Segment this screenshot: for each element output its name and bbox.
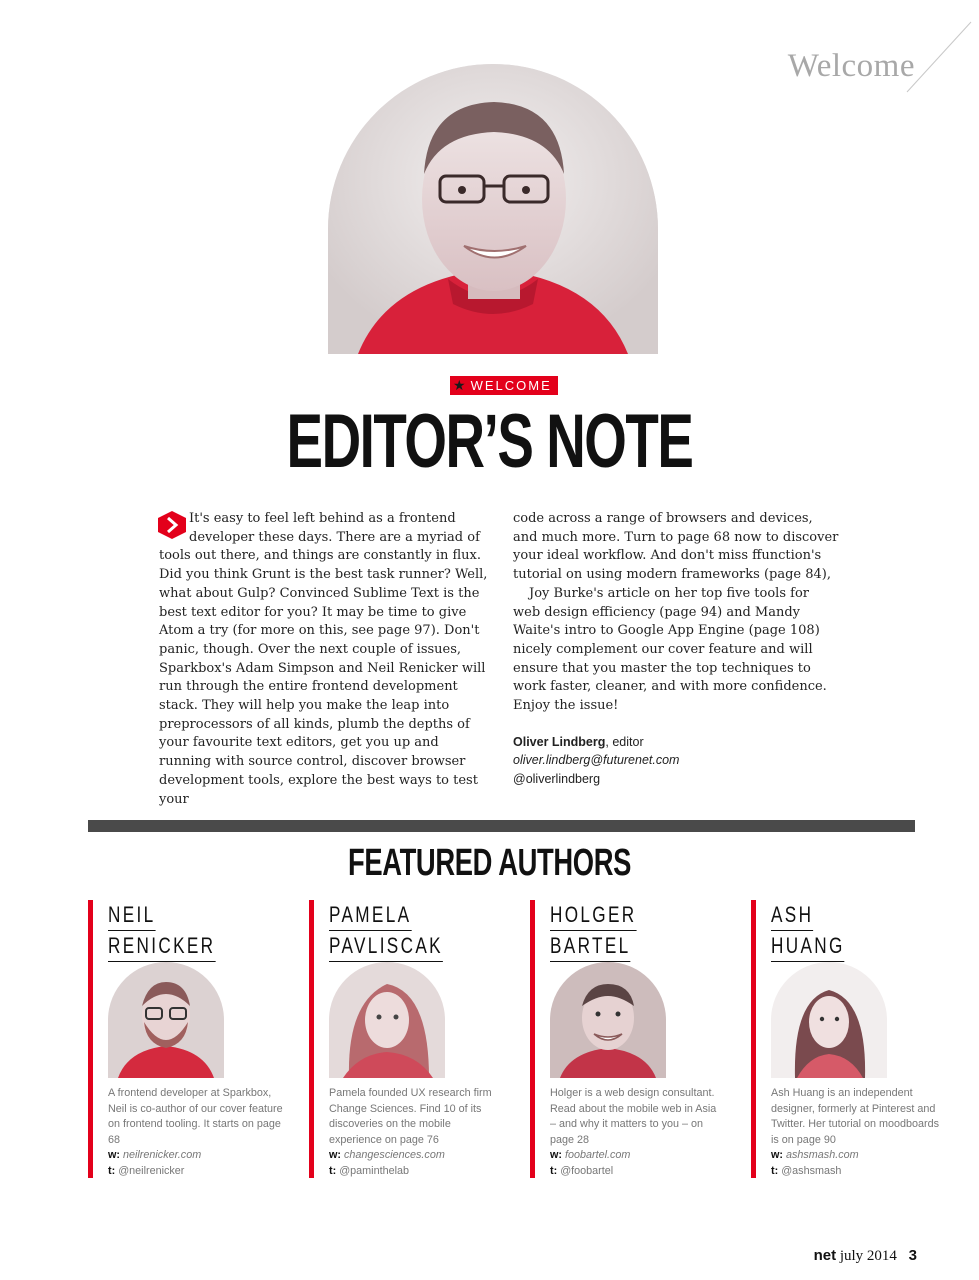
author-card <box>751 900 951 1190</box>
body-paragraph: It's easy to feel left behind as a frontend developer these days. There are a myriad of tools out there, and things are constantly in flux. Did you think Grunt is the best task runner? Well, what about Gulp? Convinced Sublime Text is the best text editor for you? It may be time to give Atom a try (for more on this, see page 97). Don't panic, though. Over the next couple of issues, Sparkbox's Adam Simpson and Neil Renicker will run through the entire frontend development stack. They will help you make the leap into preprocessors of all kinds, plumb the depths of your favourite text editors, get you up and running with source control, discover browser development tools, explore the best ways to test your <box>159 511 488 807</box>
author-photo <box>771 962 887 1078</box>
section-label: Welcome <box>787 48 915 84</box>
author-website[interactable]: changesciences.com <box>344 1149 445 1161</box>
author-twitter[interactable]: @ashsmash <box>781 1164 842 1177</box>
author-bio: Ash Huang is an independent designer, formerly at Pinterest and Twitter. Her tutorial on moodboards is on page 90 w: ashsmash.com t: @ashsmash <box>771 1087 940 1177</box>
author-accent-bar <box>88 900 93 1178</box>
signature-name: Oliver Lindberg <box>513 734 606 749</box>
author-card <box>309 900 509 1190</box>
author-name: HOLGER BARTEL <box>550 900 661 962</box>
author-photo <box>108 962 224 1078</box>
author-accent-bar <box>309 900 314 1178</box>
author-photo <box>550 962 666 1078</box>
body-column-left <box>159 510 493 809</box>
author-twitter[interactable]: @neilrenicker <box>118 1164 185 1177</box>
author-photo <box>329 962 445 1078</box>
corner-decoration <box>899 0 979 100</box>
star-icon: ★ <box>453 377 468 393</box>
section-divider <box>88 820 915 832</box>
page-title: EDITOR’S NOTE <box>286 399 693 484</box>
body-paragraph: Joy Burke's article on her top five tools for web design efficiency (page 94) and Mandy Waite's intro to Google App Engine (page 108) nicely complement our cover feature and will ensure that you master the top techniques to work faster, cleaner, and with more confidence. Enjoy the issue! <box>513 585 827 714</box>
author-card <box>88 900 288 1190</box>
footer-brand: net <box>813 1247 837 1264</box>
page-footer <box>814 1247 917 1265</box>
author-bio: A frontend developer at Sparkbox, Neil is co-author of our cover feature on frontend tooling. It starts on page 68 w: neilrenicker.com t: @neilrenicker <box>108 1087 283 1177</box>
author-twitter[interactable]: @foobartel <box>560 1164 614 1177</box>
featured-authors-title: FEATURED AUTHORS <box>347 842 632 884</box>
signature-email[interactable]: oliver.lindberg@futurenet.com <box>513 753 680 768</box>
section-tag <box>450 376 558 395</box>
author-bio: Pamela founded UX research firm Change Sciences. Find 10 of its discoveries on the mobile experience on page 76 w: changesciences.com t: @paminthelab <box>329 1087 492 1177</box>
footer-issue: july 2014 <box>839 1248 897 1264</box>
author-website[interactable]: neilrenicker.com <box>123 1149 202 1161</box>
author-name: PAMELA PAVLISCAK <box>329 900 475 962</box>
author-website[interactable]: foobartel.com <box>565 1149 631 1161</box>
body-paragraph: code across a range of browsers and devices, and much more. Turn to page 68 now to discover your ideal workflow. And don't miss ffunction's tutorial on using modern frameworks (page 84), <box>513 511 839 583</box>
signature-role: , editor <box>605 734 644 749</box>
editor-portrait <box>328 64 658 354</box>
arrow-right-icon <box>157 510 187 540</box>
signature-twitter[interactable]: @oliverlindberg <box>513 772 601 787</box>
author-accent-bar <box>751 900 756 1178</box>
section-tag-label: WELCOME <box>470 378 552 393</box>
author-twitter[interactable]: @paminthelab <box>339 1164 409 1177</box>
author-accent-bar <box>530 900 535 1178</box>
author-bio: Holger is a web design consultant. Read about the mobile web in Asia – and why it matters to you – on page 28 w: foobartel.com t: @foobartel <box>550 1087 717 1177</box>
signature <box>513 733 839 789</box>
page-number: 3 <box>908 1247 917 1264</box>
author-name: ASH HUANG <box>771 900 865 962</box>
author-name: NEIL RENICKER <box>108 900 246 962</box>
body-column-right <box>513 510 839 789</box>
author-website[interactable]: ashsmash.com <box>786 1149 859 1161</box>
author-card <box>530 900 730 1190</box>
